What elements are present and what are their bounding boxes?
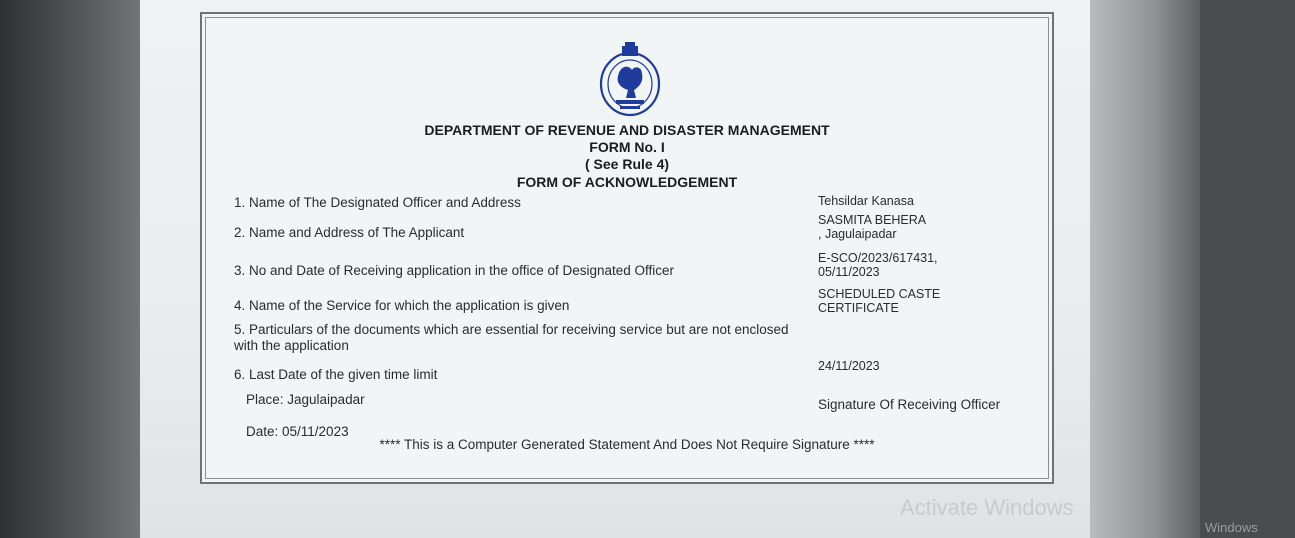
missing-documents-line2: with the application	[234, 338, 349, 353]
computer-generated-note: **** This is a Computer Generated Statement And Does Not Require Signature ****	[379, 437, 875, 452]
form-number: FORM No. I	[589, 139, 665, 155]
service-name-line2: CERTIFICATE	[818, 301, 899, 315]
monitor-bezel-left	[0, 0, 160, 538]
application-number-label: 3. No and Date of Receiving application in the office of Designated Officer	[234, 263, 675, 278]
missing-documents-line1: 5. Particulars of the documents which are essential for receiving service but are not enclosed	[234, 322, 789, 337]
rule-reference: ( See Rule 4)	[584, 156, 670, 172]
last-date-label: 6. Last Date of the given time limit	[234, 367, 438, 382]
designated-officer-label: 1. Name of The Designated Officer and Address	[234, 195, 521, 210]
applicant-value	[818, 213, 1038, 241]
monitor-bezel-right	[1090, 0, 1200, 538]
service-name-label: 4. Name of the Service for which the application is given	[234, 298, 570, 313]
designated-officer-value: Tehsildar Kanasa	[818, 194, 914, 208]
application-number-value	[818, 251, 1038, 279]
form-title: FORM OF ACKNOWLEDGEMENT	[516, 174, 738, 190]
application-date: 05/11/2023	[818, 265, 880, 279]
applicant-label: 2. Name and Address of The Applicant	[234, 225, 465, 240]
service-name-line1: SCHEDULED CASTE	[818, 287, 941, 301]
watermark-extra: Windows	[1205, 520, 1258, 535]
signature-label: Signature Of Receiving Officer	[818, 397, 1001, 412]
last-date-value: 24/11/2023	[818, 359, 880, 373]
missing-documents-label	[234, 322, 824, 354]
place: Place: Jagulaipadar	[246, 392, 365, 407]
service-name-value	[818, 287, 1038, 315]
application-number: E-SCO/2023/617431,	[818, 251, 938, 265]
department-title: DEPARTMENT OF REVENUE AND DISASTER MANAGEMENT	[424, 122, 830, 138]
date: Date: 05/11/2023	[246, 424, 349, 439]
activate-windows-watermark: Activate Windows	[900, 495, 1074, 520]
applicant-address: , Jagulaipadar	[818, 227, 897, 241]
state-emblem-icon	[598, 38, 662, 118]
acknowledgement-form	[200, 12, 1054, 484]
applicant-name: SASMITA BEHERA	[818, 213, 927, 227]
